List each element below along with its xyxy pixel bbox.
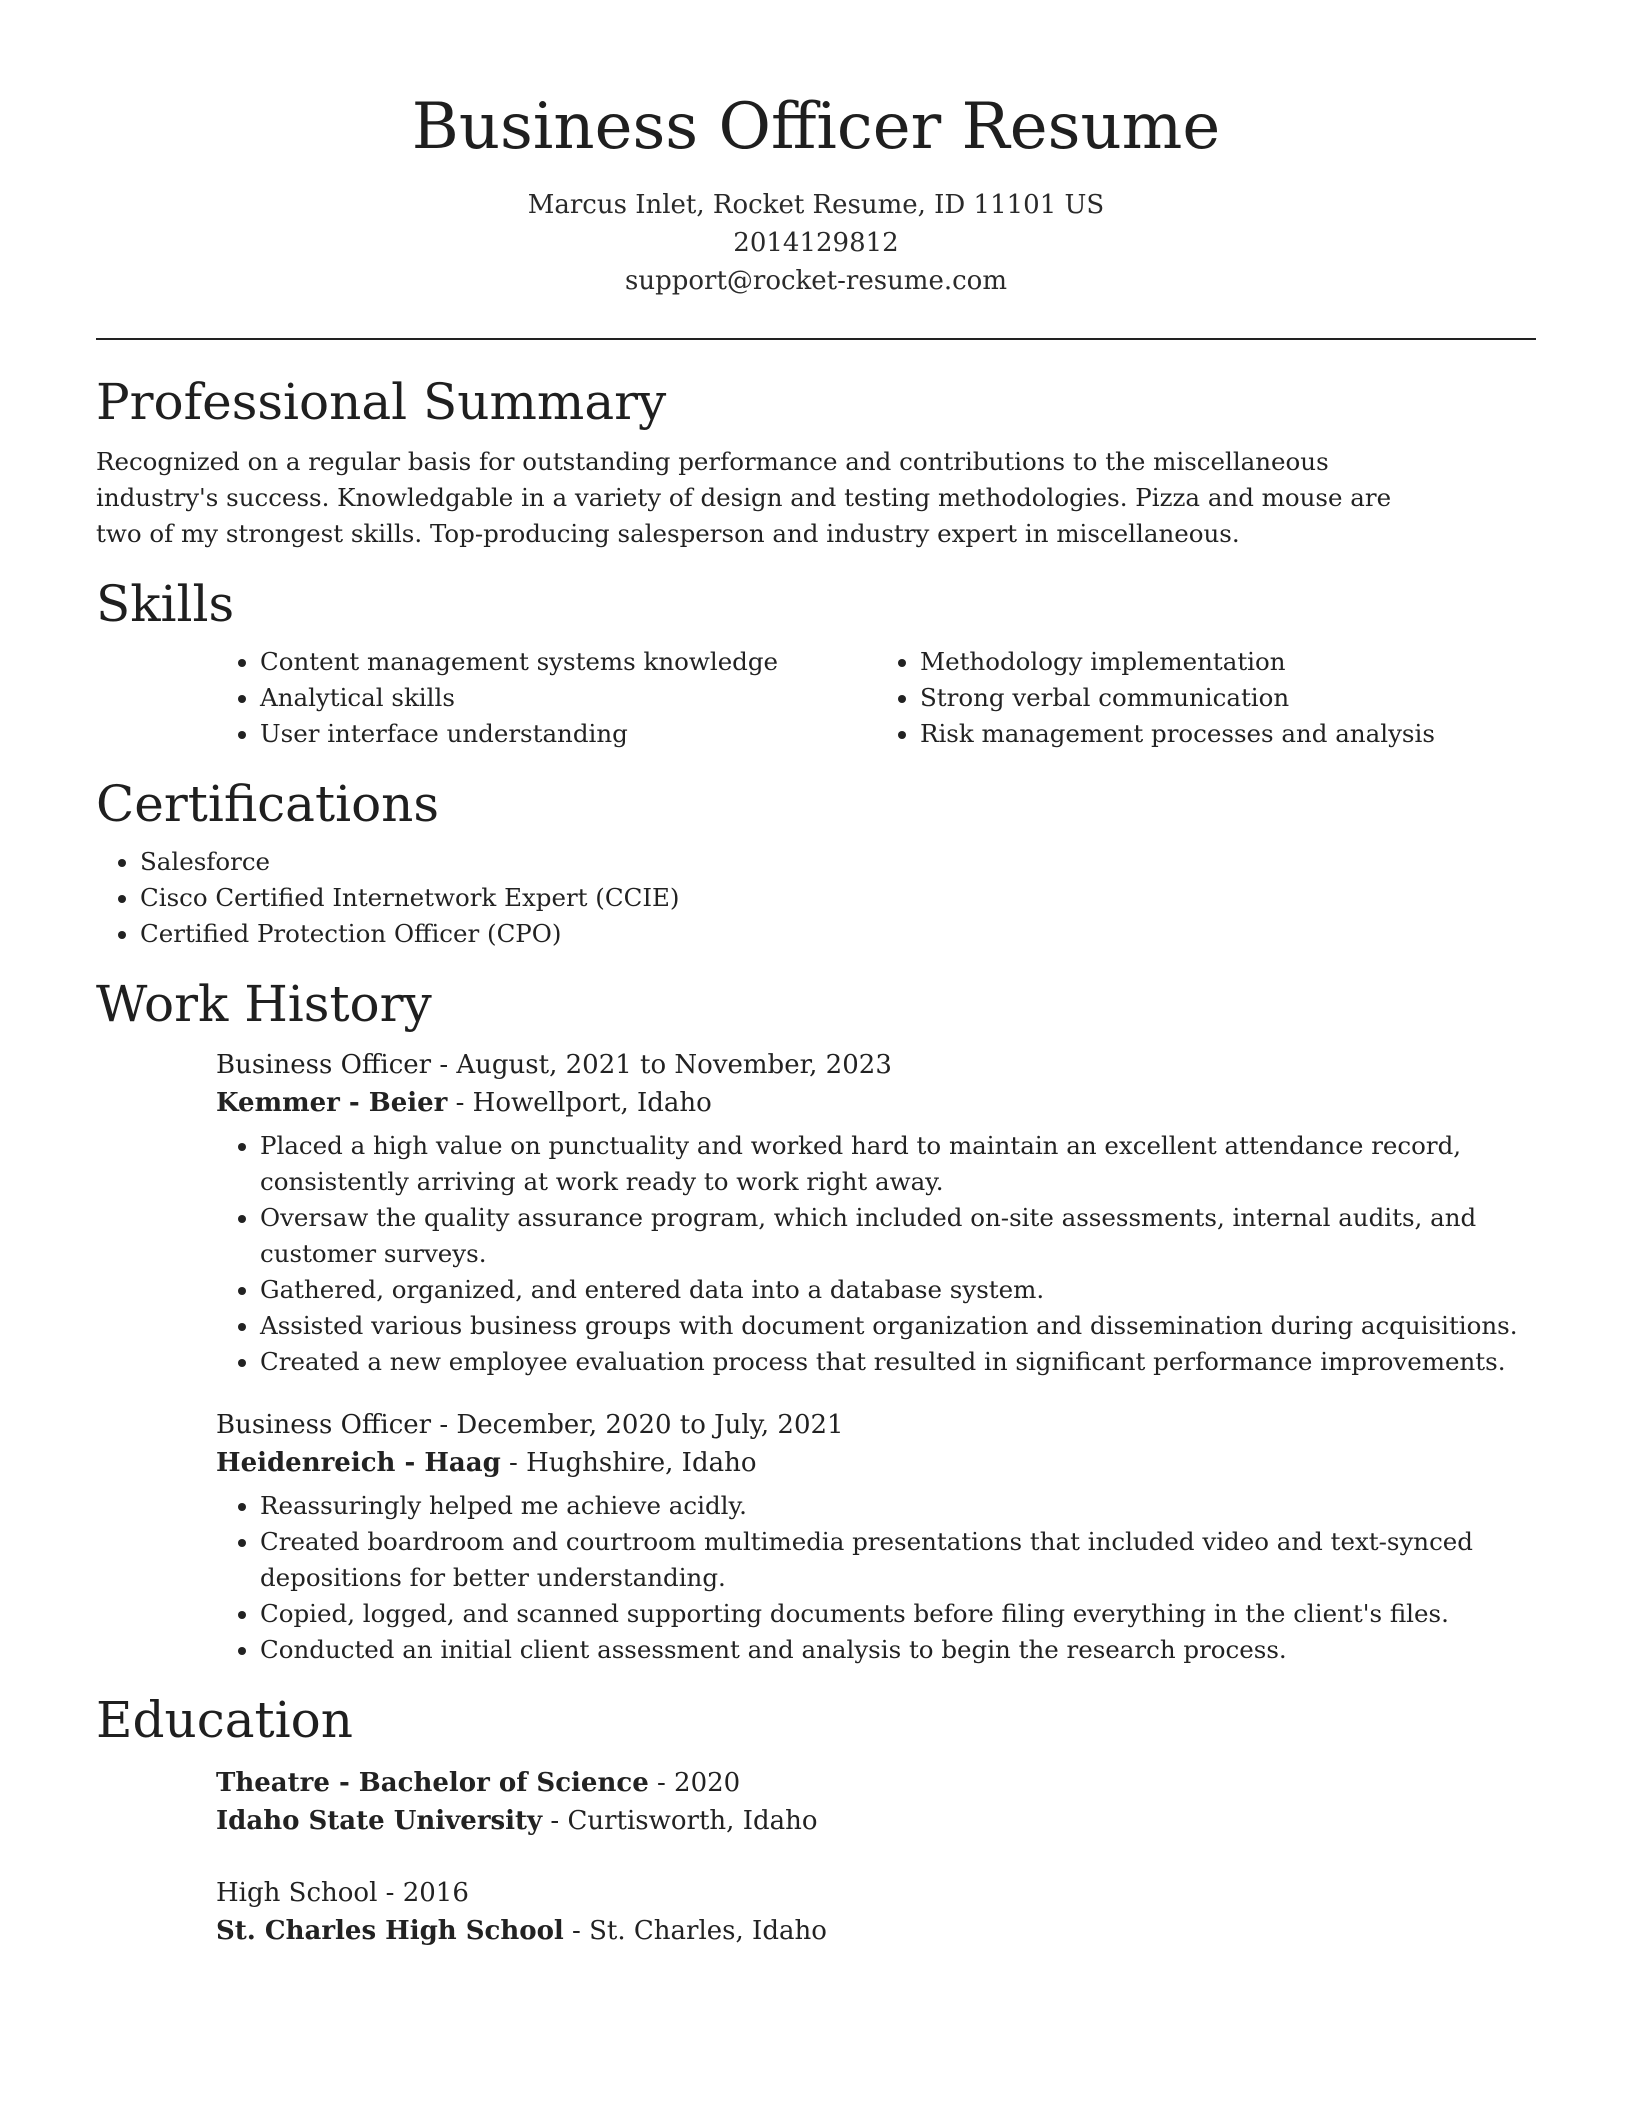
skill-item: • User interface understanding bbox=[260, 716, 876, 752]
education-school-line bbox=[216, 1912, 1536, 1950]
job-location: - Hughshire, Idaho bbox=[500, 1448, 757, 1478]
education-degree-line bbox=[216, 1874, 1536, 1912]
certifications-list bbox=[96, 844, 1536, 952]
resume-header bbox=[96, 0, 1536, 300]
resume-title: Business Officer Resume bbox=[411, 90, 1221, 164]
education-degree: Theatre - Bachelor of Science bbox=[216, 1768, 649, 1798]
education-entry bbox=[216, 1764, 1536, 1840]
job-duties-list bbox=[216, 1488, 1536, 1668]
certifications-heading: Certifications bbox=[96, 775, 440, 833]
job-company: Heidenreich - Haag bbox=[216, 1448, 501, 1478]
job-duty-item: • Copied, logged, and scanned supporting documents before filing everything in the client's files. bbox=[260, 1596, 1536, 1632]
job-company-line bbox=[216, 1084, 1536, 1122]
skill-item: • Methodology implementation bbox=[920, 644, 1536, 680]
job-duty-item: • Oversaw the quality assurance program, which included on-site assessments, internal audits, and customer surveys. bbox=[260, 1200, 1536, 1272]
education-school-line bbox=[216, 1802, 1536, 1840]
job-duty-item: • Created boardroom and courtroom multimedia presentations that included video and text-synced depositions for better understanding. bbox=[260, 1524, 1536, 1596]
contact-block bbox=[96, 186, 1536, 300]
education-degree-line bbox=[216, 1764, 1536, 1802]
job-duty-item: • Gathered, organized, and entered data into a database system. bbox=[260, 1272, 1536, 1308]
skills-heading: Skills bbox=[96, 575, 235, 633]
skills-list-left bbox=[216, 644, 876, 752]
certification-item: • Salesforce bbox=[140, 844, 1536, 880]
skill-item: • Content management systems knowledge bbox=[260, 644, 876, 680]
certification-item: • Certified Protection Officer (CPO) bbox=[140, 916, 1536, 952]
summary-text: Recognized on a regular basis for outstanding performance and contributions to the miscellaneous industry's success. Knowledgable in a variety of design and testing methodologies. Pizza and mouse are two of my strongest skills. Top-producing salesperson and industry expert in miscellaneous. bbox=[96, 447, 1392, 548]
education-year: - 2016 bbox=[377, 1878, 469, 1908]
education-entry bbox=[216, 1874, 1536, 1950]
work-history-heading: Work History bbox=[96, 975, 432, 1033]
education-degree: High School bbox=[216, 1878, 378, 1908]
education-school: Idaho State University bbox=[216, 1806, 543, 1836]
job-dates: - December, 2020 to July, 2021 bbox=[431, 1410, 844, 1440]
job-entry bbox=[216, 1046, 1536, 1380]
contact-phone: 2014129812 bbox=[733, 228, 899, 258]
contact-email: support@rocket-resume.com bbox=[624, 266, 1007, 296]
skills-section bbox=[96, 570, 1536, 752]
work-history-section bbox=[96, 970, 1536, 1668]
skill-item: • Risk management processes and analysis bbox=[920, 716, 1536, 752]
education-section bbox=[96, 1686, 1536, 1950]
header-divider bbox=[96, 338, 1536, 340]
education-school: St. Charles High School bbox=[216, 1916, 564, 1946]
job-title-line bbox=[216, 1406, 1536, 1444]
certifications-section bbox=[96, 770, 1536, 952]
job-duty-item: • Reassuringly helped me achieve acidly. bbox=[260, 1488, 1536, 1524]
job-duty-item: • Created a new employee evaluation process that resulted in significant performance improvements. bbox=[260, 1344, 1536, 1380]
job-entry bbox=[216, 1406, 1536, 1668]
job-company-line bbox=[216, 1444, 1536, 1482]
job-dates: - August, 2021 to November, 2023 bbox=[431, 1050, 892, 1080]
job-duty-item: • Conducted an initial client assessment and analysis to begin the research process. bbox=[260, 1632, 1536, 1668]
job-duty-item: • Assisted various business groups with document organization and dissemination during acquisitions. bbox=[260, 1308, 1536, 1344]
certification-item: • Cisco Certified Internetwork Expert (CCIE) bbox=[140, 880, 1536, 916]
education-location: - Curtisworth, Idaho bbox=[542, 1806, 818, 1836]
job-duty-item: • Placed a high value on punctuality and worked hard to maintain an excellent attendance record, consistently arriving at work ready to work right away. bbox=[260, 1128, 1536, 1200]
job-duties-list bbox=[216, 1128, 1536, 1380]
contact-address: Marcus Inlet, Rocket Resume, ID 11101 US bbox=[527, 190, 1105, 220]
job-role: Business Officer bbox=[216, 1410, 432, 1440]
skills-grid bbox=[216, 638, 1536, 752]
education-location: - St. Charles, Idaho bbox=[563, 1916, 827, 1946]
skills-list-right bbox=[876, 644, 1536, 752]
job-role: Business Officer bbox=[216, 1050, 432, 1080]
job-title-line bbox=[216, 1046, 1536, 1084]
summary-section bbox=[96, 368, 1536, 552]
job-location: - Howellport, Idaho bbox=[447, 1088, 712, 1118]
resume-page bbox=[96, 0, 1536, 1950]
job-company: Kemmer - Beier bbox=[216, 1088, 448, 1118]
skill-item: • Analytical skills bbox=[260, 680, 876, 716]
skill-item: • Strong verbal communication bbox=[920, 680, 1536, 716]
education-year: - 2020 bbox=[648, 1768, 741, 1798]
education-heading: Education bbox=[96, 1691, 353, 1749]
summary-heading: Professional Summary bbox=[96, 373, 667, 431]
